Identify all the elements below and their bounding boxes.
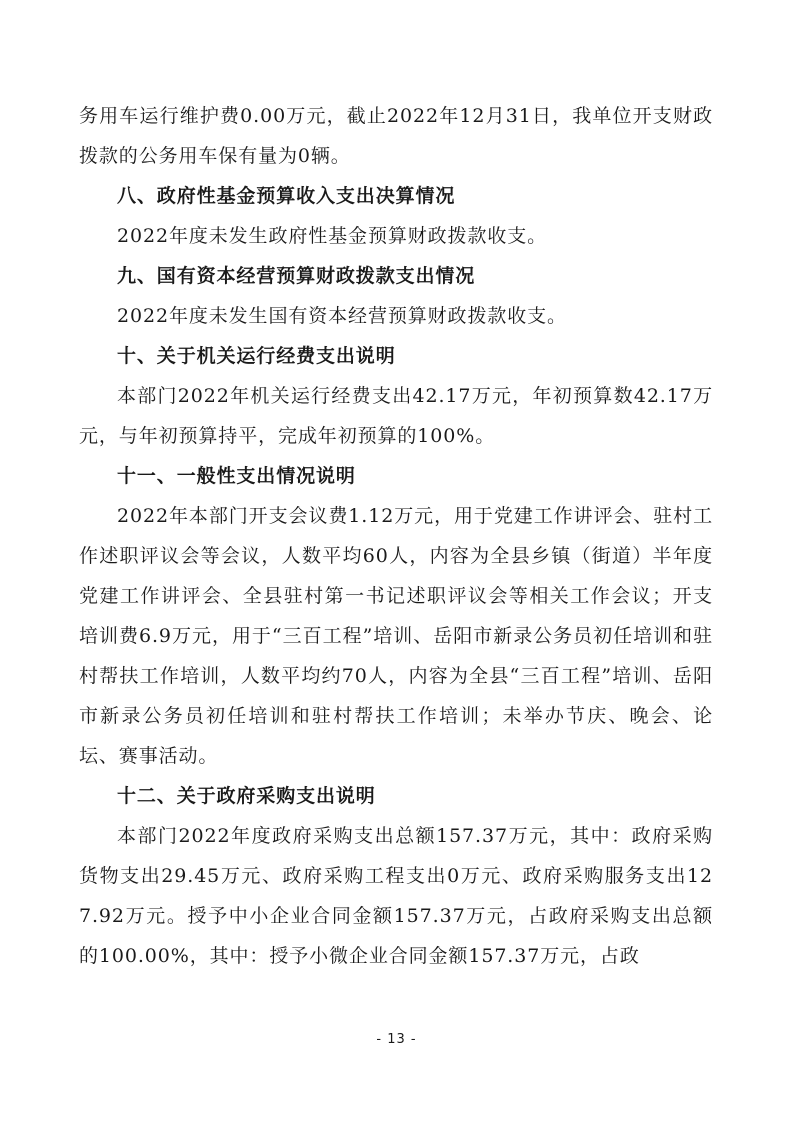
paragraph-general-expense: 2022年本部门开支会议费1.12万元，用于党建工作讲评会、驻村工作述职评议会等会议，人数平均60人，内容为全县乡镇（街道）半年度党建工作讲评会、全县驻村第一书记述职评议会等相关工作会议；开支培训费6.9万元，用于“三百工程”培训、岳阳市新录公务员初任培训和驻村帮扶工作培训，人数平均约70人，内容为全县“三百工程”培训、岳阳市新录公务员初任培训和驻村帮扶工作培训；未举办节庆、晚会、论坛、赛事活动。	[79, 505, 713, 767]
section-heading-11: 十一、一般性支出情况说明	[117, 465, 356, 487]
section-heading-10: 十、关于机关运行经费支出说明	[117, 345, 396, 367]
section-heading-12: 十二、关于政府采购支出说明	[117, 785, 376, 807]
paragraph-vehicle-expense-continuation: 务用车运行维护费0.00万元，截止2022年12月31日，我单位开支财政拨款的公务用车保有量为0辆。	[79, 105, 713, 167]
section-heading-8: 八、政府性基金预算收入支出决算情况	[117, 185, 456, 207]
document-body	[79, 96, 713, 976]
paragraph-government-fund: 2022年度未发生政府性基金预算财政拨款收支。	[117, 225, 548, 247]
paragraph-state-capital: 2022年度未发生国有资本经营预算财政拨款收支。	[117, 305, 567, 327]
paragraph-procurement: 本部门2022年度政府采购支出总额157.37万元，其中：政府采购货物支出29.45万元、政府采购工程支出0万元、政府采购服务支出127.92万元。授予中小企业合同金额157.37万元，占政府采购支出总额的100.00%，其中：授予小微企业合同金额157.37万元，占政	[79, 825, 713, 967]
paragraph-operating-expense: 本部门2022年机关运行经费支出42.17万元，年初预算数42.17万元，与年初预算持平，完成年初预算的100%。	[79, 385, 713, 447]
section-heading-9: 九、国有资本经营预算财政拨款支出情况	[117, 265, 476, 287]
page-number: - 13 -	[376, 1032, 417, 1047]
